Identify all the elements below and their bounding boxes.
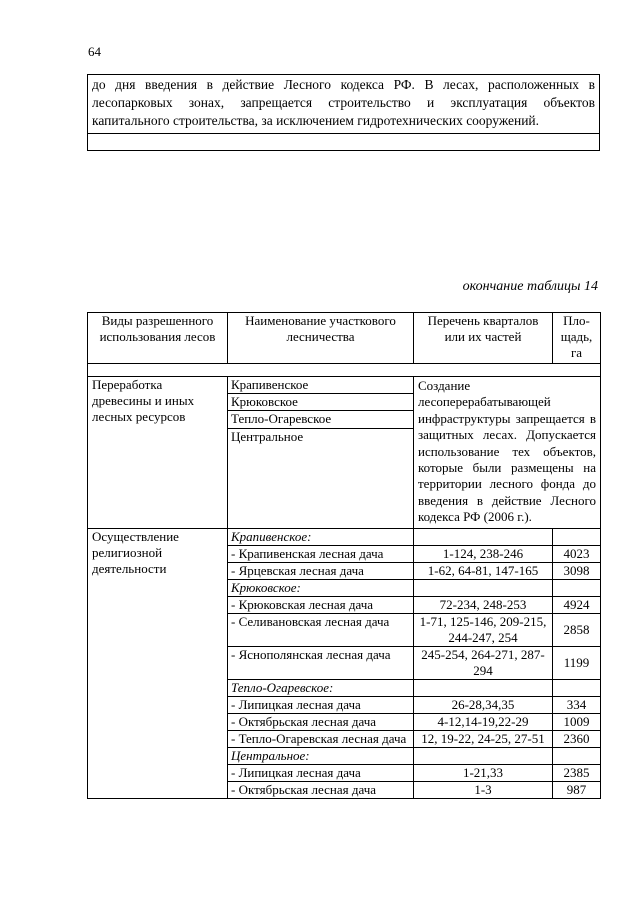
- quarters-list: 1-62, 64-81, 147-165: [414, 562, 553, 579]
- header-use-type: Виды разрешенного использования лесов: [88, 313, 228, 364]
- area-value: 1199: [553, 646, 601, 679]
- area-value: 2385: [553, 764, 601, 781]
- spacer-row: [88, 364, 601, 377]
- area-value: 2360: [553, 730, 601, 747]
- area-value: 3098: [553, 562, 601, 579]
- area-value: 1009: [553, 713, 601, 730]
- forestry-name: Центральное: [228, 428, 414, 528]
- forest-dacha-name: - Яснополянская лесная дача: [228, 646, 414, 679]
- forestry-group-name: Крюковское:: [228, 579, 414, 596]
- processing-description: Создание лесоперерабатывающей инфраструктуры запрещается в защитных лесах. Допускается использование тех объектов, которые были размещены на территории лесного фонда до введения в действие Лесного кодекса РФ (2006 г.).: [414, 377, 601, 529]
- area-value: [553, 579, 601, 596]
- area-value: 4924: [553, 596, 601, 613]
- forestry-group-name: Тепло-Огаревское:: [228, 679, 414, 696]
- forestry-name: Крапивенское: [228, 377, 414, 394]
- quarters-list: 1-21,33: [414, 764, 553, 781]
- allowed-use-table: [87, 312, 601, 799]
- quarters-list: [414, 679, 553, 696]
- area-value: 334: [553, 696, 601, 713]
- quarters-list: 4-12,14-19,22-29: [414, 713, 553, 730]
- forestry-name: Крюковское: [228, 394, 414, 411]
- use-type-religious: Осуществление религиозной деятельности: [88, 528, 228, 798]
- quarters-list: 1-3: [414, 781, 553, 798]
- forest-dacha-name: - Липицкая лесная дача: [228, 696, 414, 713]
- continued-table-fragment: [87, 74, 600, 151]
- continued-paragraph: до дня введения в действие Лесного кодекса РФ. В лесах, расположенных в лесопарковых зонах, запрещается строительство и эксплуатация объектов капитального строительства, за исключением гидротехнических сооружений.: [88, 75, 599, 134]
- header-forestry-name: Наименование участкового лесничества: [228, 313, 414, 364]
- page-number: 64: [88, 44, 101, 59]
- forest-dacha-name: - Липицкая лесная дача: [228, 764, 414, 781]
- quarters-list: 72-234, 248-253: [414, 596, 553, 613]
- quarters-list: 26-28,34,35: [414, 696, 553, 713]
- table-caption: окончание таблицы 14: [462, 279, 598, 294]
- use-type-processing: Переработка древесины и иных лесных ресурсов: [88, 377, 228, 529]
- area-value: [553, 747, 601, 764]
- header-area: Пло-щадь, га: [553, 313, 601, 364]
- forest-dacha-name: - Крапивенская лесная дача: [228, 545, 414, 562]
- quarters-list: 1-124, 238-246: [414, 545, 553, 562]
- forest-dacha-name: - Октябрьская лесная дача: [228, 713, 414, 730]
- area-value: [553, 528, 601, 545]
- area-value: 987: [553, 781, 601, 798]
- table-header-row: [88, 313, 601, 364]
- quarters-list: 245-254, 264-271, 287-294: [414, 646, 553, 679]
- quarters-list: 1-71, 125-146, 209-215, 244-247, 254: [414, 613, 553, 646]
- forestry-group-name: Крапивенское:: [228, 528, 414, 545]
- forest-dacha-name: - Крюковская лесная дача: [228, 596, 414, 613]
- empty-row: [88, 134, 599, 150]
- forestry-group-name: Центральное:: [228, 747, 414, 764]
- table-row: [88, 377, 601, 394]
- header-quarters: Перечень кварталов или их частей: [414, 313, 553, 364]
- area-value: 2858: [553, 613, 601, 646]
- area-value: 4023: [553, 545, 601, 562]
- forestry-group-row: [88, 528, 601, 545]
- forest-dacha-name: - Октябрьская лесная дача: [228, 781, 414, 798]
- forest-dacha-name: - Ярцевская лесная дача: [228, 562, 414, 579]
- quarters-list: [414, 747, 553, 764]
- area-value: [553, 679, 601, 696]
- forest-dacha-name: - Тепло-Огаревская лесная дача: [228, 730, 414, 747]
- quarters-list: [414, 579, 553, 596]
- forest-dacha-name: - Селивановская лесная дача: [228, 613, 414, 646]
- forestry-name: Тепло-Огаревское: [228, 411, 414, 428]
- quarters-list: [414, 528, 553, 545]
- quarters-list: 12, 19-22, 24-25, 27-51: [414, 730, 553, 747]
